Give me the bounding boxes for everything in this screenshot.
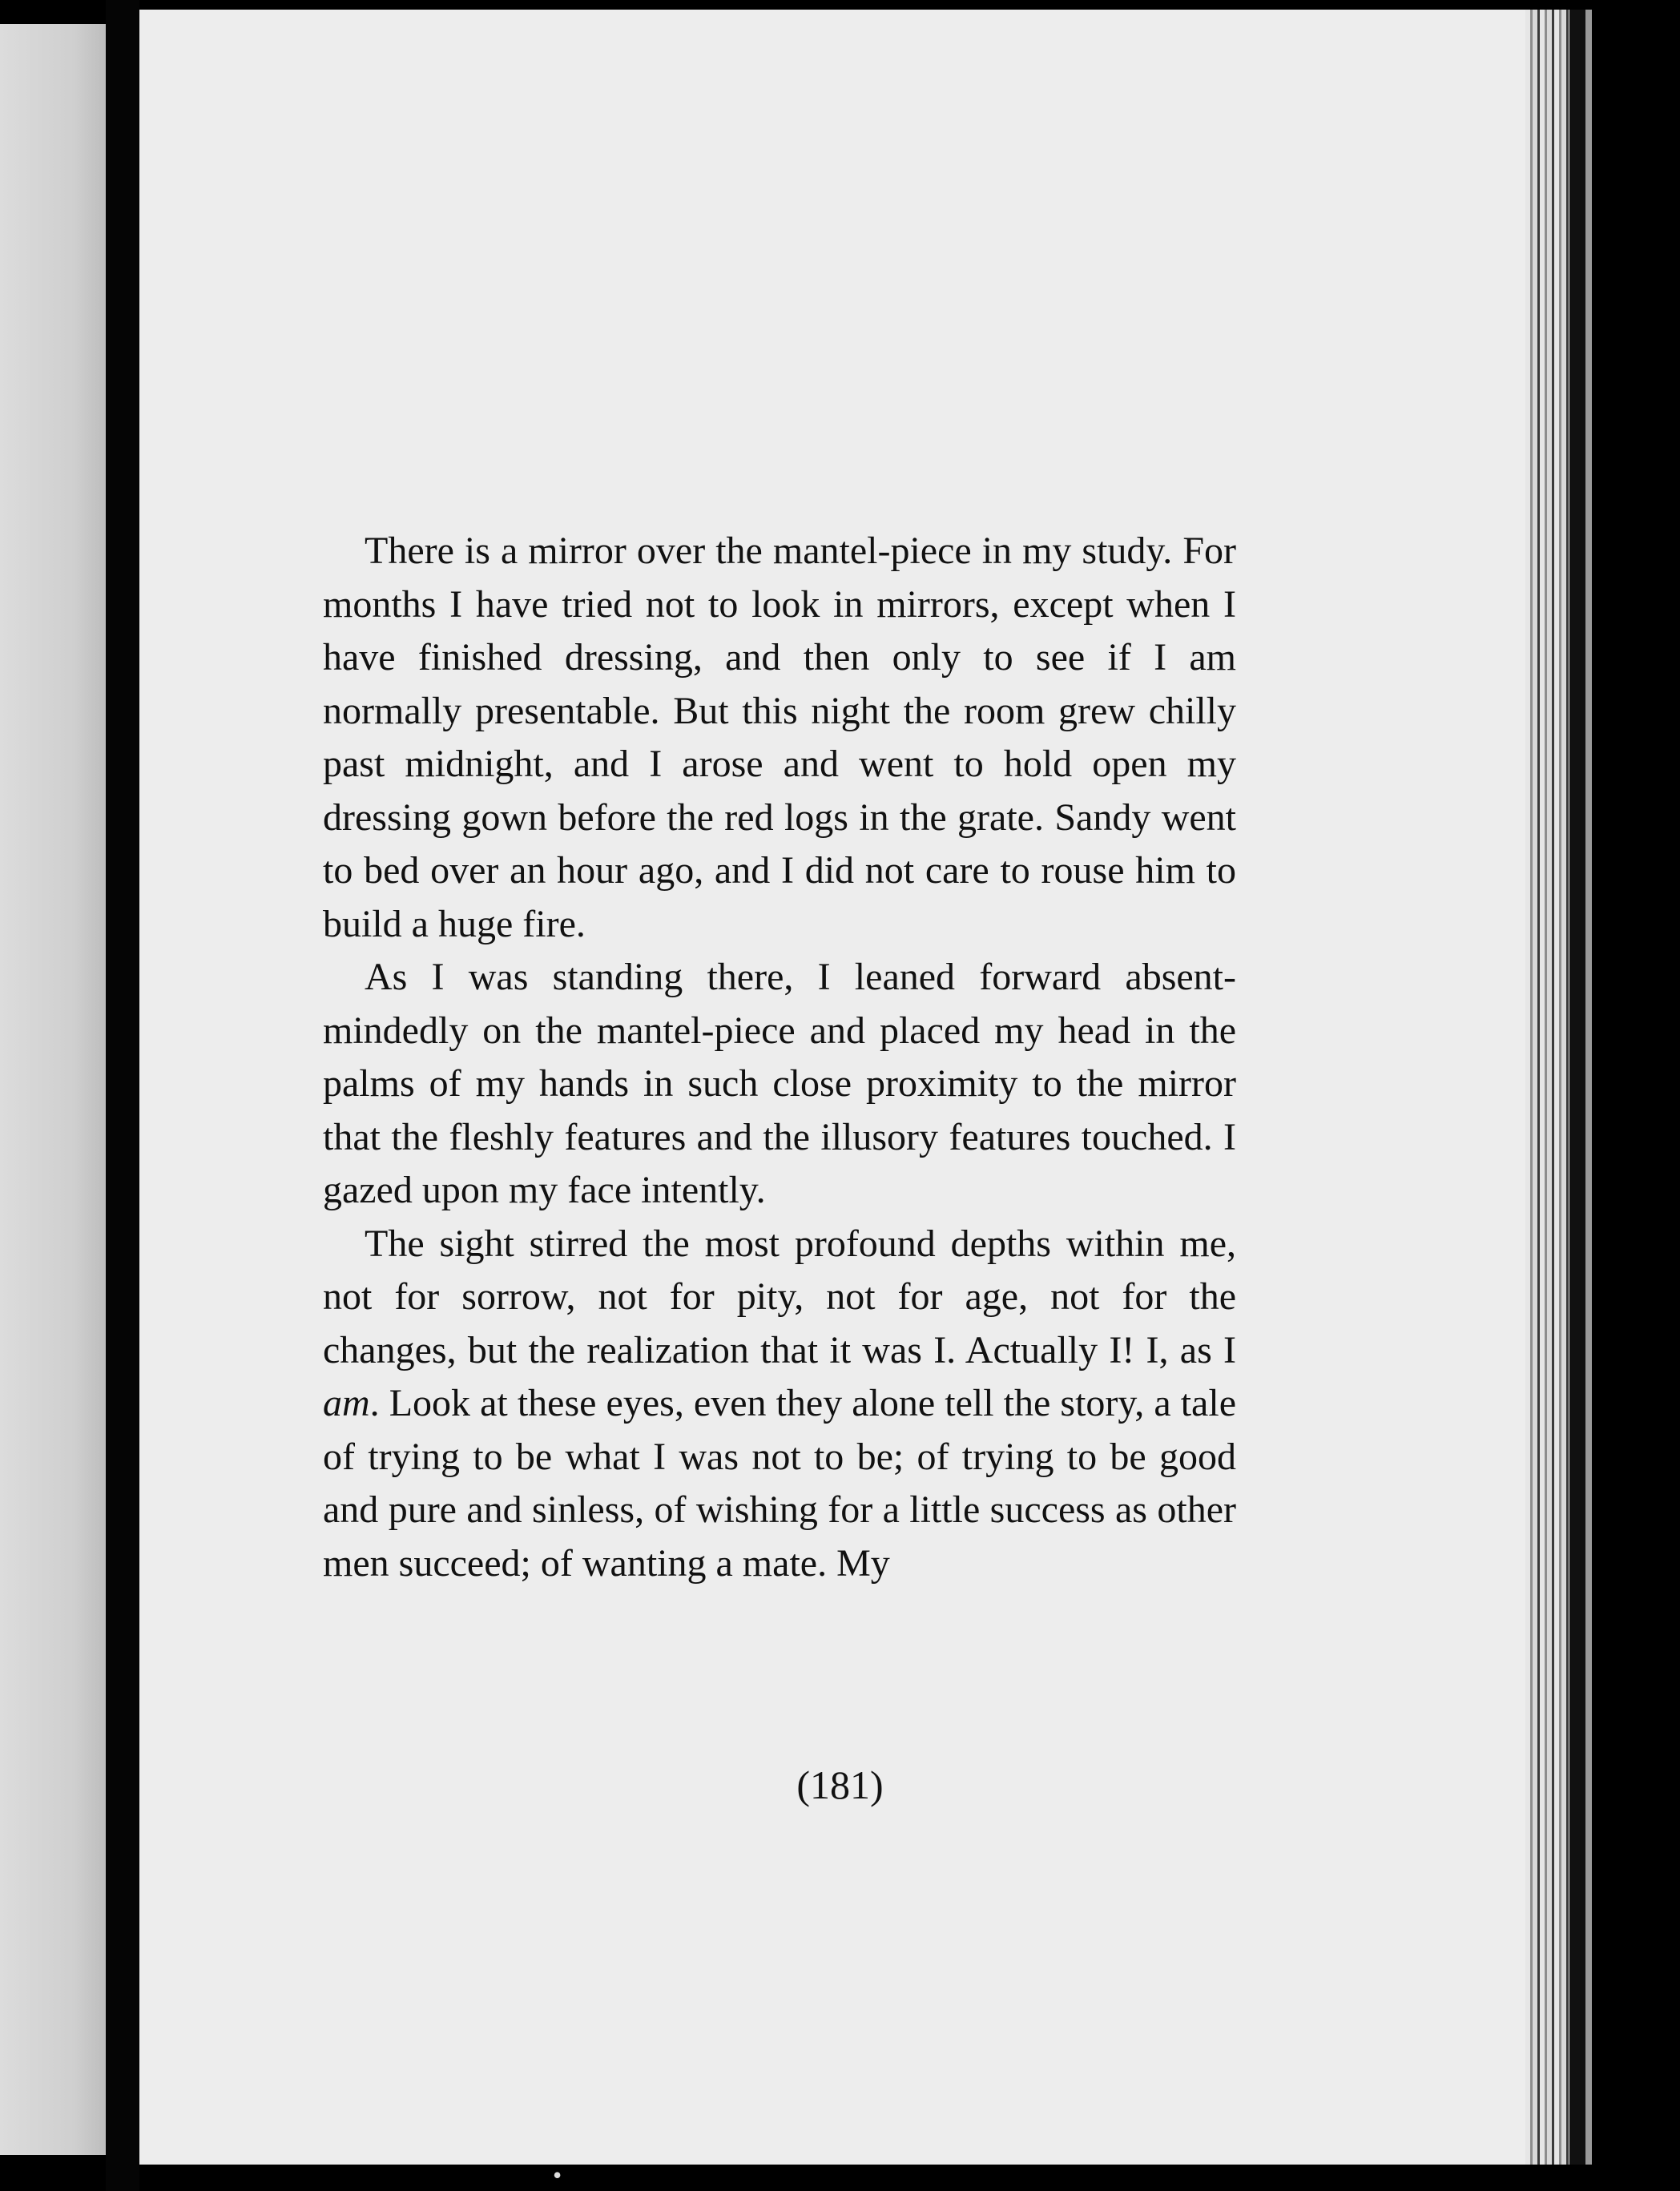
paragraph-2: As I was standing there, I leaned forward absent-mindedly on the mantel-piece and placed my head in the palms of my hands in such close proximity to the mirror that the fleshly features and the illusory features touched. I gazed upon my face intently. [323, 956, 1236, 1211]
cover-edge [1569, 10, 1585, 2165]
scan-speck: • [553, 2161, 562, 2189]
page-stack-edge [1525, 10, 1569, 2165]
cover-edge-highlight [1585, 10, 1592, 2165]
paragraph-3-text-b: . Look at these eyes, even they alone tell the story, a tale of trying to be what I was not to be; of trying to be good and pure and sinless, of wishing for a little success as other men succeed; of wanting a mate. My [323, 1382, 1236, 1585]
binding-shadow [106, 0, 139, 2191]
paragraph-1: There is a mirror over the mantel-piece in my study. For months I have tried not to look in mirrors, except when I have finished dressing, and then only to see if I am normally presentable. But this night the room grew chilly past midnight, and I arose and went to hold open my dressing gown before the red logs in the grate. Sandy went to bed over an hour ago, and I did not care to rouse him to build a huge fire. [323, 530, 1236, 945]
page-number: (181) [796, 1762, 884, 1807]
previous-page-edge [0, 24, 106, 2155]
body-text [323, 525, 1236, 1590]
emphasized-word: am [323, 1382, 370, 1424]
paragraph-3-text-a: The sight stirred the most profound depths within me, not for sorrow, not for pity, not for age, not for the changes, but the realization that it was I. Actually I! I, as I [323, 1222, 1236, 1371]
paragraph-3 [323, 1218, 1236, 1591]
